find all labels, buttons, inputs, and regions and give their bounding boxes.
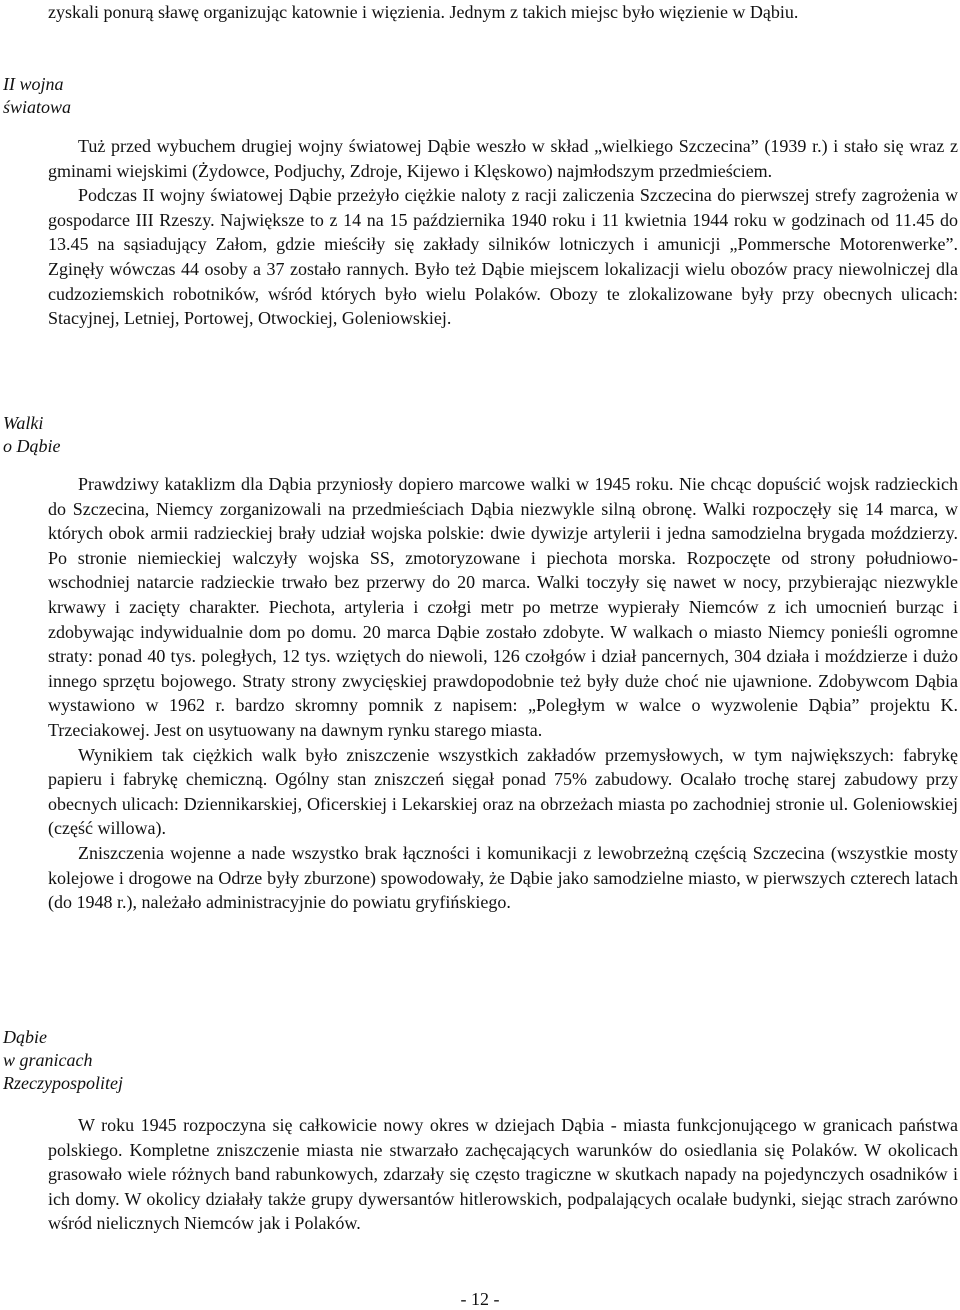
margin-note-line: II wojna bbox=[3, 74, 64, 94]
section-ii-wojna bbox=[48, 134, 958, 331]
paragraph: Tuż przed wybuchem drugiej wojny światowej Dąbie weszło w skład „wielkiego Szczecina” (1939 r.) i stało się wraz z gminami wiejskimi (Żydowce, Podjuchy, Zdroje, Kijewo i Klęskowo) najmłodszym przedmieściem. bbox=[48, 136, 958, 181]
top-paragraph bbox=[48, 0, 958, 25]
margin-note-walki bbox=[3, 412, 61, 458]
page-number: - 12 - bbox=[460, 1289, 500, 1309]
paragraph: Zniszczenia wojenne a nade wszystko brak łączności i komunikacji z lewobrzeżną częścią Szczecina (wszystkie mosty kolejowe i drogowe na Odrze były zburzone) spowodowały, że Dąbie jako samodzielne miasto, w pierwszych czterech latach (do 1948 r.), należało administracyjnie do powiatu gryfińskiego. bbox=[48, 842, 958, 913]
margin-note-line: Rzeczypospolitej bbox=[3, 1073, 123, 1093]
margin-note-line: Dąbie bbox=[3, 1027, 47, 1047]
paragraph: W roku 1945 rozpoczyna się całkowicie nowy okres w dziejach Dąbia - miasta funkcjonującego w granicach państwa polskiego. Kompletne zniszczenie miasta nie stwarzało zachęcających warunków do osiedlania się Polaków. W okolicach grasowało wiele różnych band rabunkowych, zdarzały się często tragiczne w skutkach napady na pojedynczych osadników i ich domy. W okolicy działały także grupy dywersantów hitlerowskich, podpalających ocalałe budynki, siejąc strach zarówno wśród nielicznych Niemców jak i Polaków. bbox=[48, 1115, 958, 1234]
paragraph: zyskali ponurą sławę organizując katownie i więzienia. Jednym z takich miejsc było więzienie w Dąbiu. bbox=[48, 2, 799, 22]
margin-note-line: w granicach bbox=[3, 1050, 93, 1070]
section-dabie-w-granicach bbox=[48, 1113, 958, 1236]
paragraph: Wynikiem tak ciężkich walk było zniszczenie wszystkich zakładów przemysłowych, w tym największych: fabrykę papieru i fabrykę chemiczną. Ogólny stan zniszczeń sięgał ponad 75% zabudowy. Ocalało trochę starej zabudowy przy obecnych ulicach: Dziennikarskiej, Oficerskiej i Lekarskiej oraz na obrzeżach miasta po zachodniej stronie ul. Goleniowskiej (część willowa). bbox=[48, 744, 958, 839]
paragraph: Prawdziwy kataklizm dla Dąbia przyniosły dopiero marcowe walki w 1945 roku. Nie chcąc dopuścić wojsk radzieckich do Szczecina, Niemcy zorganizowali na przedmieściach Dąbia niezwykle silną obronę. Walki rozpoczęły się 14 marca, w których obok armii radzieckiej brały udział wojska polskie: dwie dywizje artylerii i jedna samodzielna brygada moździerzy. Po stronie niemieckiej walczyły wojska SS, zmotoryzowane i piechota morska. Rozpoczęte od strony południowo-wschodniej natarcie radzieckie trwało bez przerwy do 20 marca. Walki toczyły się nawet w nocy, przybierając niezwykle krwawy i zacięty charakter. Piechota, artyleria i czołgi metr po metrze wypierały Niemców z ich umocnień burząc i zdobywając indywidualnie dom po domu. 20 marca Dąbie zostało zdobyte. W walkach o miasto Niemcy ponieśli ogromne straty: ponad 40 tys. poległych, 12 tys. wziętych do niewoli, 126 czołgów i dział pancernych, 304 działa i moździerze i dużo innego sprzętu bojowego. Straty strony zwycięskiej prawdopodobnie też były duże choć nie ujawnione. Zdobywcom Dąbia wystawiono w 1962 r. bardzo skromny pomnik z napisem: „Poległym w walce o wyzwolenie Dąbia” projektu K. Trzeciakowej. Jest on usytuowany na dawnym rynku starego miasta. bbox=[48, 474, 958, 740]
margin-note-dabie-w-granicach bbox=[3, 1026, 123, 1095]
margin-note-line: Walki bbox=[3, 413, 44, 433]
section-walki bbox=[48, 472, 958, 915]
margin-note-ii-wojna bbox=[3, 73, 71, 119]
paragraph: Podczas II wojny światowej Dąbie przeżyło ciężkie naloty z racji zaliczenia Szczecina do pierwszej strefy zagrożenia w gospodarce III Rzeszy. Największe to z 14 na 15 października 1940 roku i 11 kwietnia 1944 roku w godzinach od 11.45 do 13.45 na sąsiadujący Załom, gdzie mieściły się zakłady silników lotniczych i amunicji „Pommersche Motorenwerke”. Zginęły wówczas 44 osoby a 37 zostało rannych. Było też Dąbie miejscem lokalizacji wielu obozów pracy niewolniczej dla cudzoziemskich robotników, wśród których było wielu Polaków. Obozy te zlokalizowane były przy obecnych ulicach: Stacyjnej, Letniej, Portowej, Otwockiej, Goleniowskiej. bbox=[48, 185, 958, 329]
margin-note-line: o Dąbie bbox=[3, 436, 61, 456]
margin-note-line: światowa bbox=[3, 97, 72, 117]
